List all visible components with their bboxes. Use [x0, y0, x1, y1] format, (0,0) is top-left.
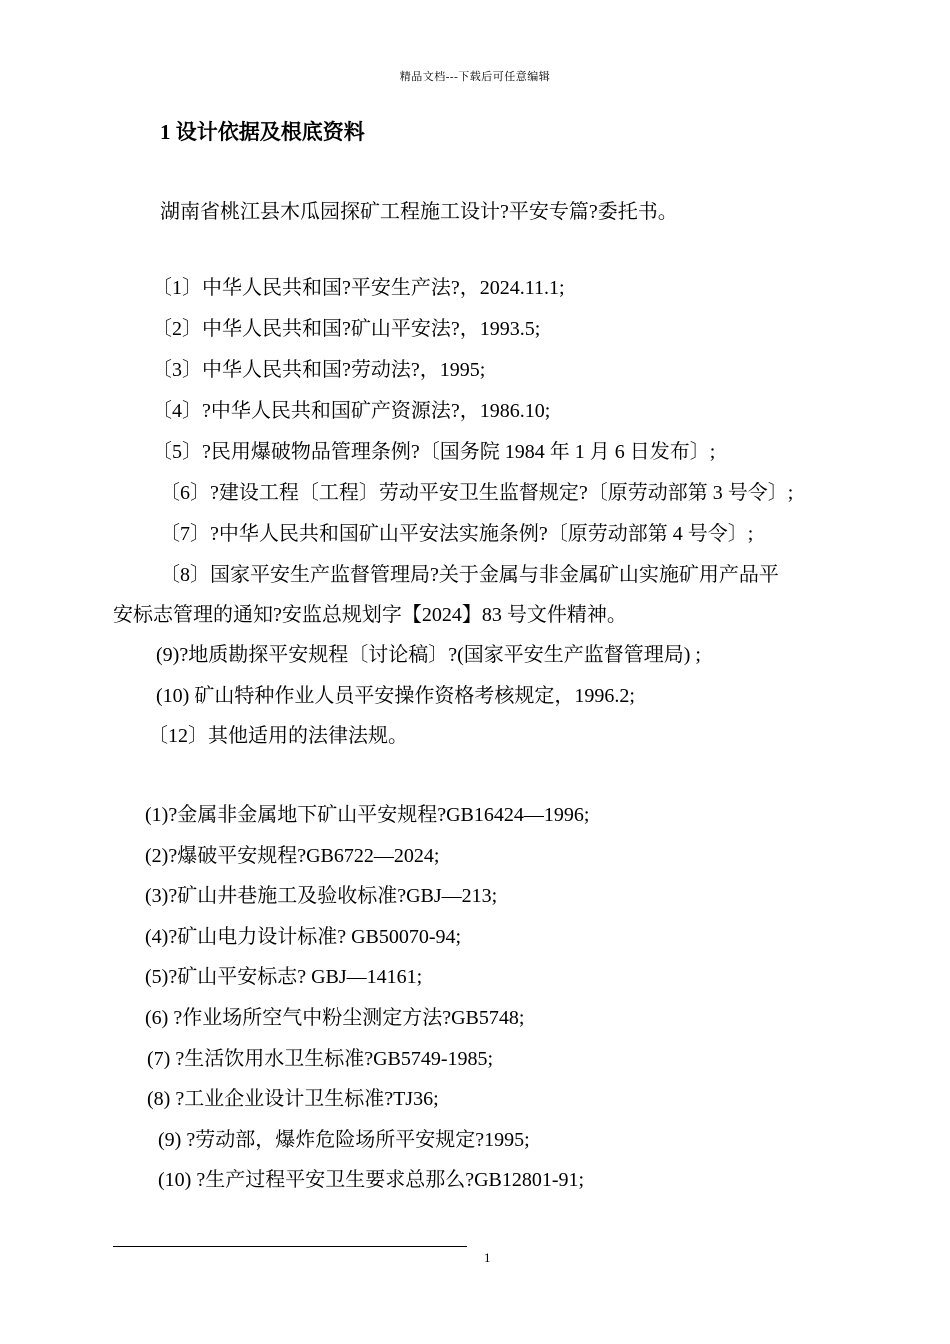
- standard-item-6: (6) ?作业场所空气中粉尘测定方法?GB5748;: [145, 1007, 525, 1029]
- law-item-10: (10) 矿山特种作业人员平安操作资格考核规定，1996.2;: [156, 685, 635, 707]
- law-item-9: (9)?地质勘探平安规程〔讨论稿〕?(国家平安生产监督管理局) ;: [156, 644, 701, 666]
- intro-paragraph: 湖南省桃江县木瓜园探矿工程施工设计?平安专篇?委托书。: [160, 201, 678, 223]
- law-item-8: 〔8〕国家平安生产监督管理局?关于金属与非金属矿山实施矿用产品平: [160, 564, 779, 586]
- standard-item-9: (9) ?劳动部，爆炸危险场所平安规定?1995;: [158, 1129, 530, 1151]
- standard-item-3: (3)?矿山井巷施工及验收标准?GBJ—213;: [145, 885, 498, 907]
- standard-item-2: (2)?爆破平安规程?GB6722—2024;: [145, 845, 440, 867]
- law-item-3: 〔3〕中华人民共和国?劳动法?，1995;: [152, 359, 486, 381]
- law-item-4: 〔4〕?中华人民共和国矿产资源法?，1986.10;: [152, 400, 551, 422]
- standard-item-5: (5)?矿山平安标志? GBJ—14161;: [145, 966, 423, 988]
- section-title: 1 设计依据及根底资料: [160, 120, 365, 144]
- standard-item-8: (8) ?工业企业设计卫生标准?TJ36;: [147, 1088, 439, 1110]
- law-item-8-continued: 安标志管理的通知?安监总规划字【2024】83 号文件精神。: [113, 604, 627, 626]
- page-number: 1: [484, 1250, 491, 1265]
- law-item-5: 〔5〕?民用爆破物品管理条例?〔国务院 1984 年 1 月 6 日发布〕;: [152, 441, 716, 463]
- standard-item-10: (10) ?生产过程平安卫生要求总那么?GB12801-91;: [158, 1169, 585, 1191]
- law-item-1: 〔1〕中华人民共和国?平安生产法?，2024.11.1;: [152, 277, 565, 299]
- law-item-6: 〔6〕?建设工程〔工程〕劳动平安卫生监督规定?〔原劳动部第 3 号令〕;: [160, 482, 794, 504]
- law-item-7: 〔7〕?中华人民共和国矿山平安法实施条例?〔原劳动部第 4 号令〕;: [160, 523, 754, 545]
- footnote-separator: [113, 1246, 467, 1247]
- law-item-12: 〔12〕其他适用的法律法规。: [148, 725, 408, 747]
- standard-item-1: (1)?金属非金属地下矿山平安规程?GB16424—1996;: [145, 804, 590, 826]
- standard-item-4: (4)?矿山电力设计标准? GB50070-94;: [145, 926, 462, 948]
- standard-item-7: (7) ?生活饮用水卫生标准?GB5749-1985;: [147, 1048, 494, 1070]
- page-header: 精品文档---下载后可任意编辑: [399, 71, 551, 83]
- law-item-2: 〔2〕中华人民共和国?矿山平安法?，1993.5;: [152, 318, 541, 340]
